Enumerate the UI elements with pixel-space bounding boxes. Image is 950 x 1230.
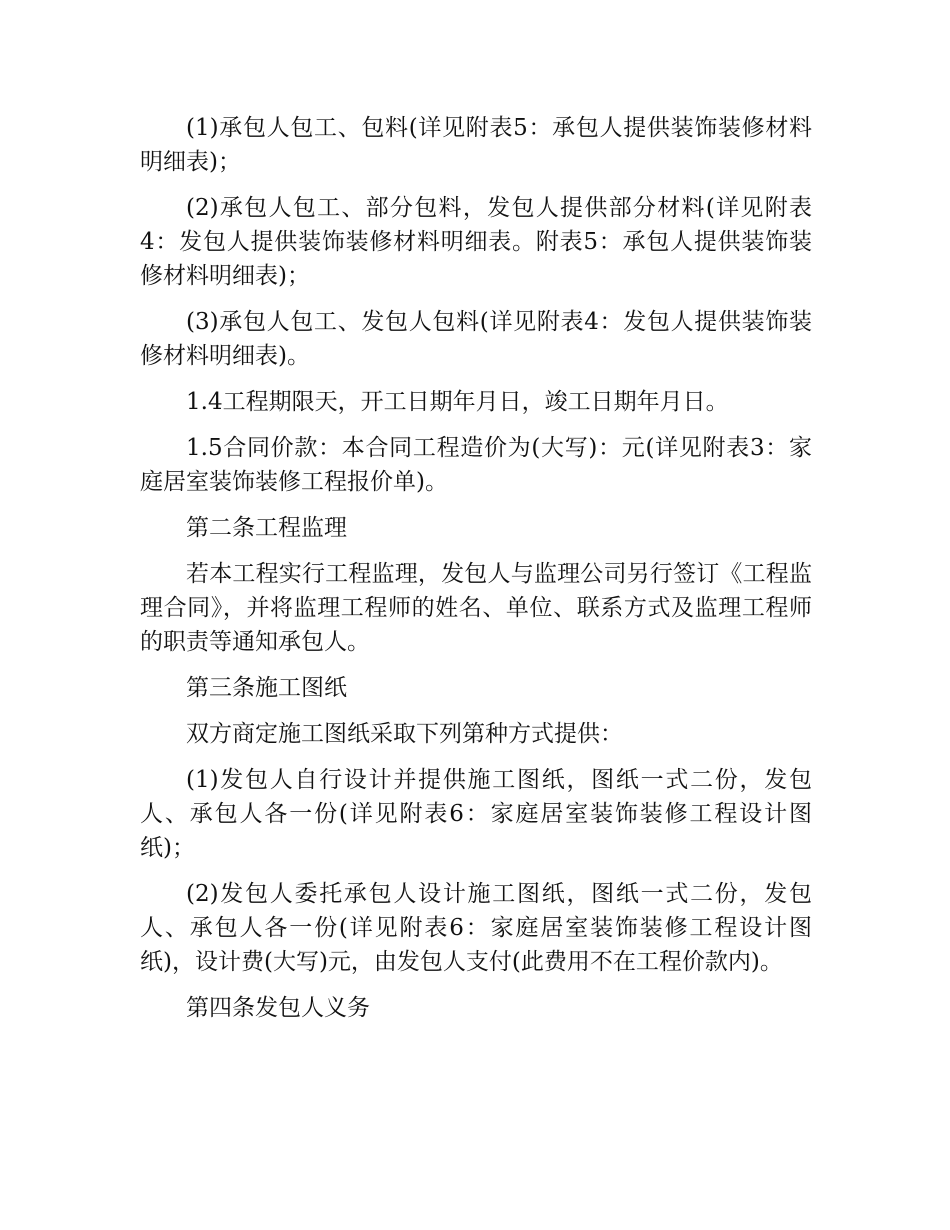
section-heading-3: 第三条施工图纸	[186, 675, 347, 701]
clause-1-4: 1.4工程期限天，开工日期年月日，竣工日期年月日。	[186, 389, 729, 415]
section-heading-4: 第四条发包人义务	[186, 995, 370, 1021]
clause-1-5: 1.5合同价款：本合同工程造价为(大写)：元(详见附表3：家庭居室装饰装修工程报价单)。	[140, 435, 812, 495]
document-page	[140, 111, 812, 1037]
drawings-option-2: (2)发包人委托承包人设计施工图纸，图纸一式二份，发包人、承包人各一份(详见附表6：家庭居室装饰装修工程设计图纸)，设计费(大写)元，由发包人支付(此费用不在工程价款内)。	[140, 881, 812, 975]
supervision-paragraph: 若本工程实行工程监理，发包人与监理公司另行签订《工程监理合同》，并将监理工程师的姓名、单位、联系方式及监理工程师的职责等通知承包人。	[140, 561, 812, 655]
drawings-option-1: (1)发包人自行设计并提供施工图纸，图纸一式二份，发包人、承包人各一份(详见附表6：家庭居室装饰装修工程设计图纸)；	[140, 767, 812, 861]
section-heading-2: 第二条工程监理	[186, 515, 347, 541]
clause-item-2: (2)承包人包工、部分包料，发包人提供部分材料(详见附表4：发包人提供装饰装修材料明细表。附表5：承包人提供装饰装修材料明细表)；	[140, 195, 812, 289]
drawings-intro: 双方商定施工图纸采取下列第种方式提供：	[186, 721, 623, 747]
clause-item-1: (1)承包人包工、包料(详见附表5：承包人提供装饰装修材料明细表)；	[140, 115, 812, 175]
clause-item-3: (3)承包人包工、发包人包料(详见附表4：发包人提供装饰装修材料明细表)。	[140, 309, 812, 369]
